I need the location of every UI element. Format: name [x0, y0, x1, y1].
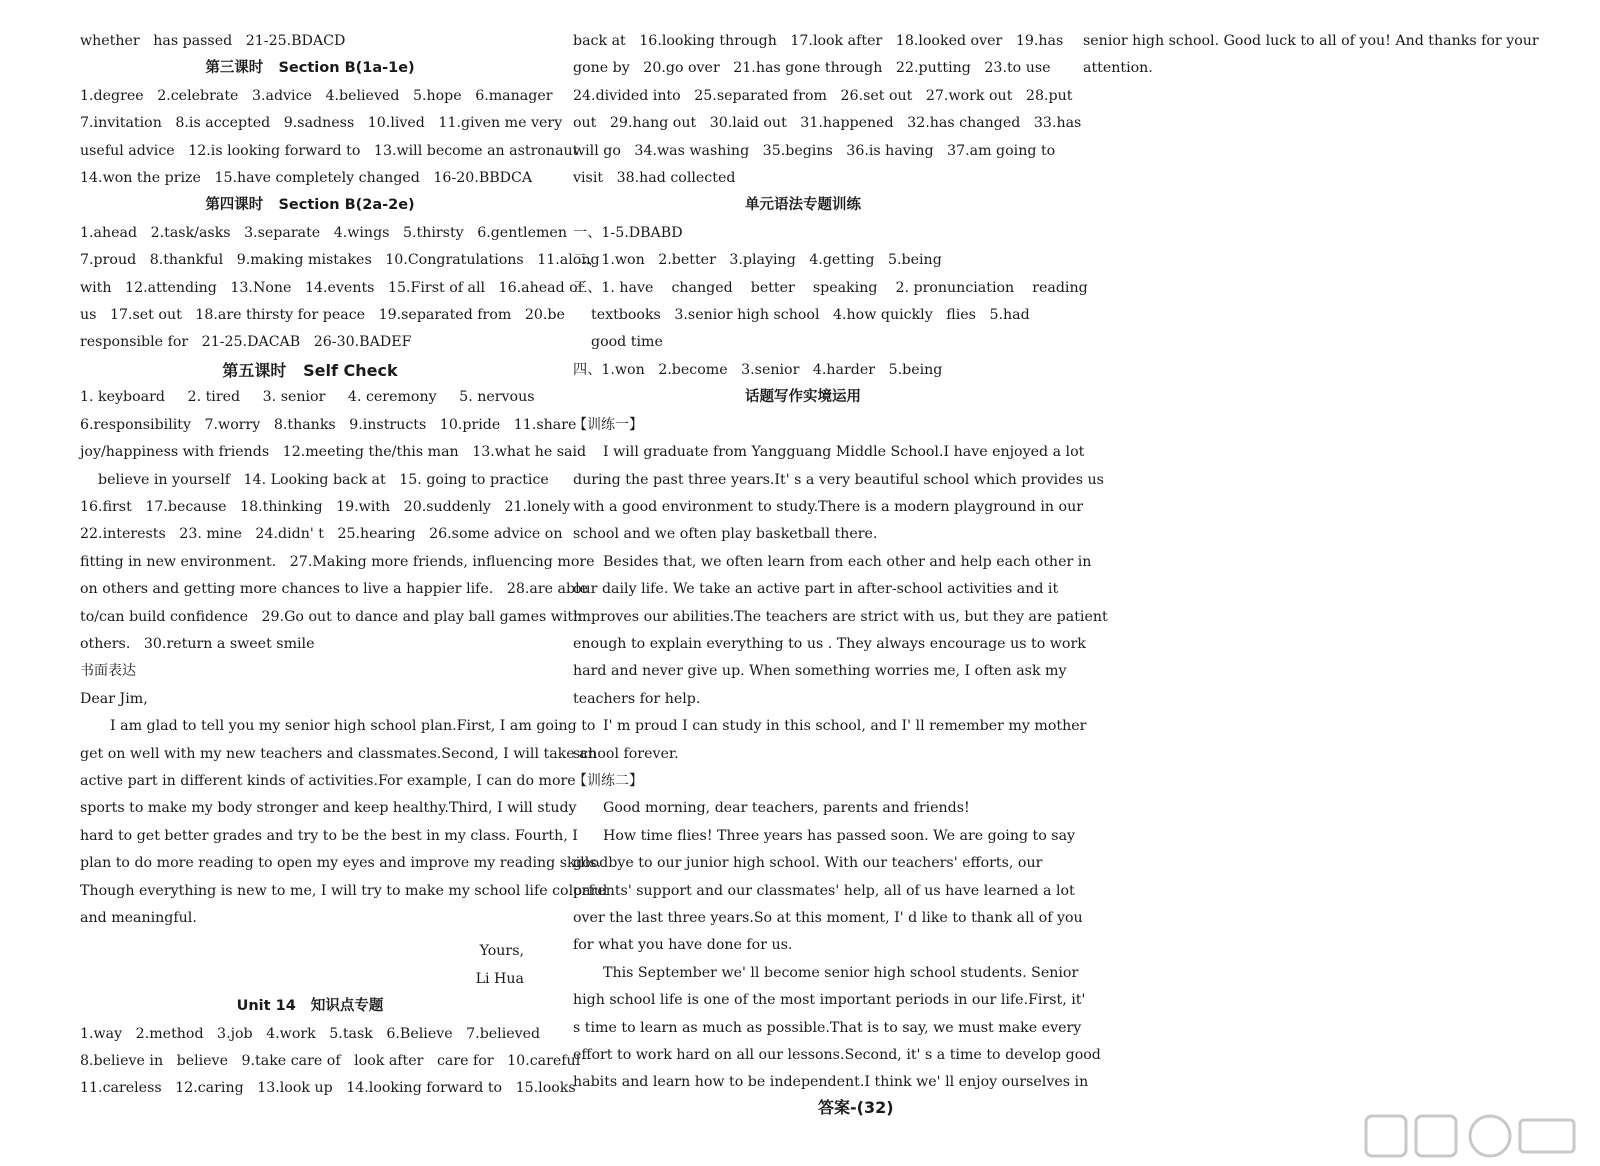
watermark-logo: [1360, 1110, 1580, 1162]
text-line: 22.interests 23. mine 24.didn' t 25.hearing 26.some advice on: [80, 526, 563, 543]
text-line: How time flies! Three years has passed soon. We are going to say: [603, 827, 1076, 844]
text-line: 1. keyboard 2. tired 3. senior 4. ceremony 5. nervous: [80, 389, 535, 406]
text-line: 7.proud 8.thankful 9.making mistakes 10.Congratulations 11.along: [80, 252, 600, 269]
text-line: and meaningful.: [80, 910, 197, 926]
text-line: 1.ahead 2.task/asks 3.separate 4.wings 5.thirsty 6.gentlemen: [80, 224, 567, 241]
section-heading: 第四课时 Section B(2a-2e): [205, 197, 415, 214]
text-line: to/can build confidence 29.Go out to dance and play ball games with: [80, 608, 583, 625]
text-line: I' m proud I can study in this school, and I' ll remember my mother: [603, 718, 1087, 735]
text-line: hard to get better grades and try to be the best in my class. Fourth, I: [80, 827, 578, 844]
text-line: habits and learn how to be independent.I think we' ll enjoy ourselves in: [573, 1074, 1089, 1091]
text-line: 8.believe in believe 9.take care of look after care for 10.careful: [80, 1053, 581, 1070]
text-line: goodbye to our junior high school. With our teachers' efforts, our: [573, 855, 1043, 872]
text-line: others. 30.return a sweet smile: [80, 635, 315, 652]
section-label: 书面表达: [80, 663, 136, 680]
text-line: high school life is one of the most important periods in our life.First, it': [573, 992, 1086, 1009]
text-line: 三、1. have changed better speaking 2. pronunciation reading: [573, 279, 1088, 296]
text-line: 1.degree 2.celebrate 3.advice 4.believed 5.hope 6.manager: [80, 87, 553, 104]
text-line: school and we often play basketball there.: [573, 526, 878, 543]
text-line: textbooks 3.senior high school 4.how quickly flies 5.had: [591, 307, 1030, 324]
section-heading: 第三课时 Section B(1a-1e): [205, 60, 415, 77]
text-line: teachers for help.: [573, 690, 701, 707]
text-line: Though everything is new to me, I will try to make my school life colorful: [80, 882, 608, 899]
text-line: senior high school. Good luck to all of you! And thanks for your: [1083, 33, 1539, 49]
text-line: 24.divided into 25.separated from 26.set out 27.work out 28.put: [573, 87, 1073, 104]
text-line: joy/happiness with friends 12.meeting the/this man 13.what he said: [80, 444, 587, 461]
section-heading: Unit 14 知识点专题: [236, 998, 384, 1015]
text-line: responsible for 21-25.DACAB 26-30.BADEF: [80, 334, 412, 351]
section-heading: 话题写作实境运用: [745, 389, 861, 406]
section-heading: 单元语法专题训练: [745, 197, 861, 214]
text-line: enough to explain everything to us . They always encourage us to work: [573, 635, 1086, 652]
text-line: fitting in new environment. 27.Making more friends, influencing more: [80, 553, 595, 570]
text-line: during the past three years.It' s a very beautiful school which provides us: [573, 471, 1104, 488]
text-line: get on well with my new teachers and classmates.Second, I will take an: [80, 745, 597, 762]
page-number: 答案-(32): [818, 1098, 894, 1117]
text-line: us 17.set out 18.are thirsty for peace 19.separated from 20.be: [80, 307, 565, 324]
text-line: with a good environment to study.There is a modern playground in our: [573, 498, 1083, 515]
text-line: Good morning, dear teachers, parents and friends!: [603, 800, 970, 817]
text-line: 11.careless 12.caring 13.look up 14.looking forward to 15.looks: [80, 1080, 576, 1097]
text-line: visit 38.had collected: [573, 170, 736, 187]
middle-column: [573, 28, 1108, 1097]
text-line: 二、1.won 2.better 3.playing 4.getting 5.being: [573, 252, 942, 269]
text-line: 7.invitation 8.is accepted 9.sadness 10.lived 11.given me very: [80, 115, 563, 132]
signature-line: Yours,: [479, 943, 524, 960]
text-line: sports to make my body stronger and keep healthy.Third, I will study: [80, 800, 577, 817]
section-heading: 第五课时 Self Check: [222, 360, 398, 380]
text-line: parents' support and our classmates' help, all of us have learned a lot: [573, 882, 1075, 899]
text-line: I am glad to tell you my senior high school plan.First, I am going to: [110, 718, 596, 735]
text-line: out 29.hang out 30.laid out 31.happened 32.has changed 33.has: [573, 115, 1082, 132]
text-line: s time to learn as much as possible.That is to say, we must make every: [573, 1019, 1082, 1036]
signature-line: Li Hua: [475, 970, 524, 987]
text-line: believe in yourself 14. Looking back at 15. going to practice: [98, 471, 549, 488]
text-line: good time: [591, 334, 663, 351]
text-line: will go 34.was washing 35.begins 36.is having 37.am going to: [573, 142, 1056, 159]
text-line: This September we' ll become senior high school students. Senior: [603, 964, 1079, 981]
text-line: 一、1-5.DBABD: [573, 224, 683, 241]
text-line: active part in different kinds of activities.For example, I can do more: [80, 772, 576, 789]
text-line: Dear Jim,: [80, 690, 148, 707]
text-line: school forever.: [573, 745, 679, 762]
text-line: with 12.attending 13.None 14.events 15.First of all 16.ahead of: [80, 279, 583, 296]
text-line: I will graduate from Yangguang Middle School.I have enjoyed a lot: [603, 444, 1085, 461]
text-line: useful advice 12.is looking forward to 13.will become an astronaut: [80, 142, 579, 159]
text-line: Besides that, we often learn from each other and help each other in: [603, 553, 1092, 570]
text-line: for what you have done for us.: [573, 937, 793, 954]
text-line: 16.first 17.because 18.thinking 19.with 20.suddenly 21.lonely: [80, 498, 571, 515]
text-line: plan to do more reading to open my eyes and improve my reading skills.: [80, 855, 602, 872]
text-line: 四、1.won 2.become 3.senior 4.harder 5.being: [573, 361, 943, 378]
text-line: improves our abilities.The teachers are strict with us, but they are patient: [573, 608, 1108, 625]
text-line: hard and never give up. When something worries me, I often ask my: [573, 663, 1067, 680]
text-line: 1.way 2.method 3.job 4.work 5.task 6.Believe 7.believed: [80, 1025, 541, 1042]
text-line: attention.: [1083, 60, 1153, 77]
text-line: 6.responsibility 7.worry 8.thanks 9.instructs 10.pride 11.share: [80, 416, 577, 433]
text-line: our daily life. We take an active part in after-school activities and it: [573, 581, 1059, 598]
right-column: [1083, 28, 1543, 83]
text-line: effort to work hard on all our lessons.Second, it' s a time to develop good: [573, 1047, 1101, 1064]
text-line: gone by 20.go over 21.has gone through 22.putting 23.to use: [573, 60, 1051, 77]
text-line: on others and getting more chances to live a happier life. 28.are able: [80, 581, 589, 598]
section-label: 【训练一】: [573, 416, 643, 433]
text-line: whether has passed 21-25.BDACD: [80, 33, 346, 49]
text-line: over the last three years.So at this moment, I' d like to thank all of you: [573, 910, 1083, 926]
section-label: 【训练二】: [573, 772, 643, 789]
text-line: back at 16.looking through 17.look after 18.looked over 19.has: [573, 33, 1064, 49]
text-line: 14.won the prize 15.have completely changed 16-20.BBDCA: [80, 170, 533, 187]
